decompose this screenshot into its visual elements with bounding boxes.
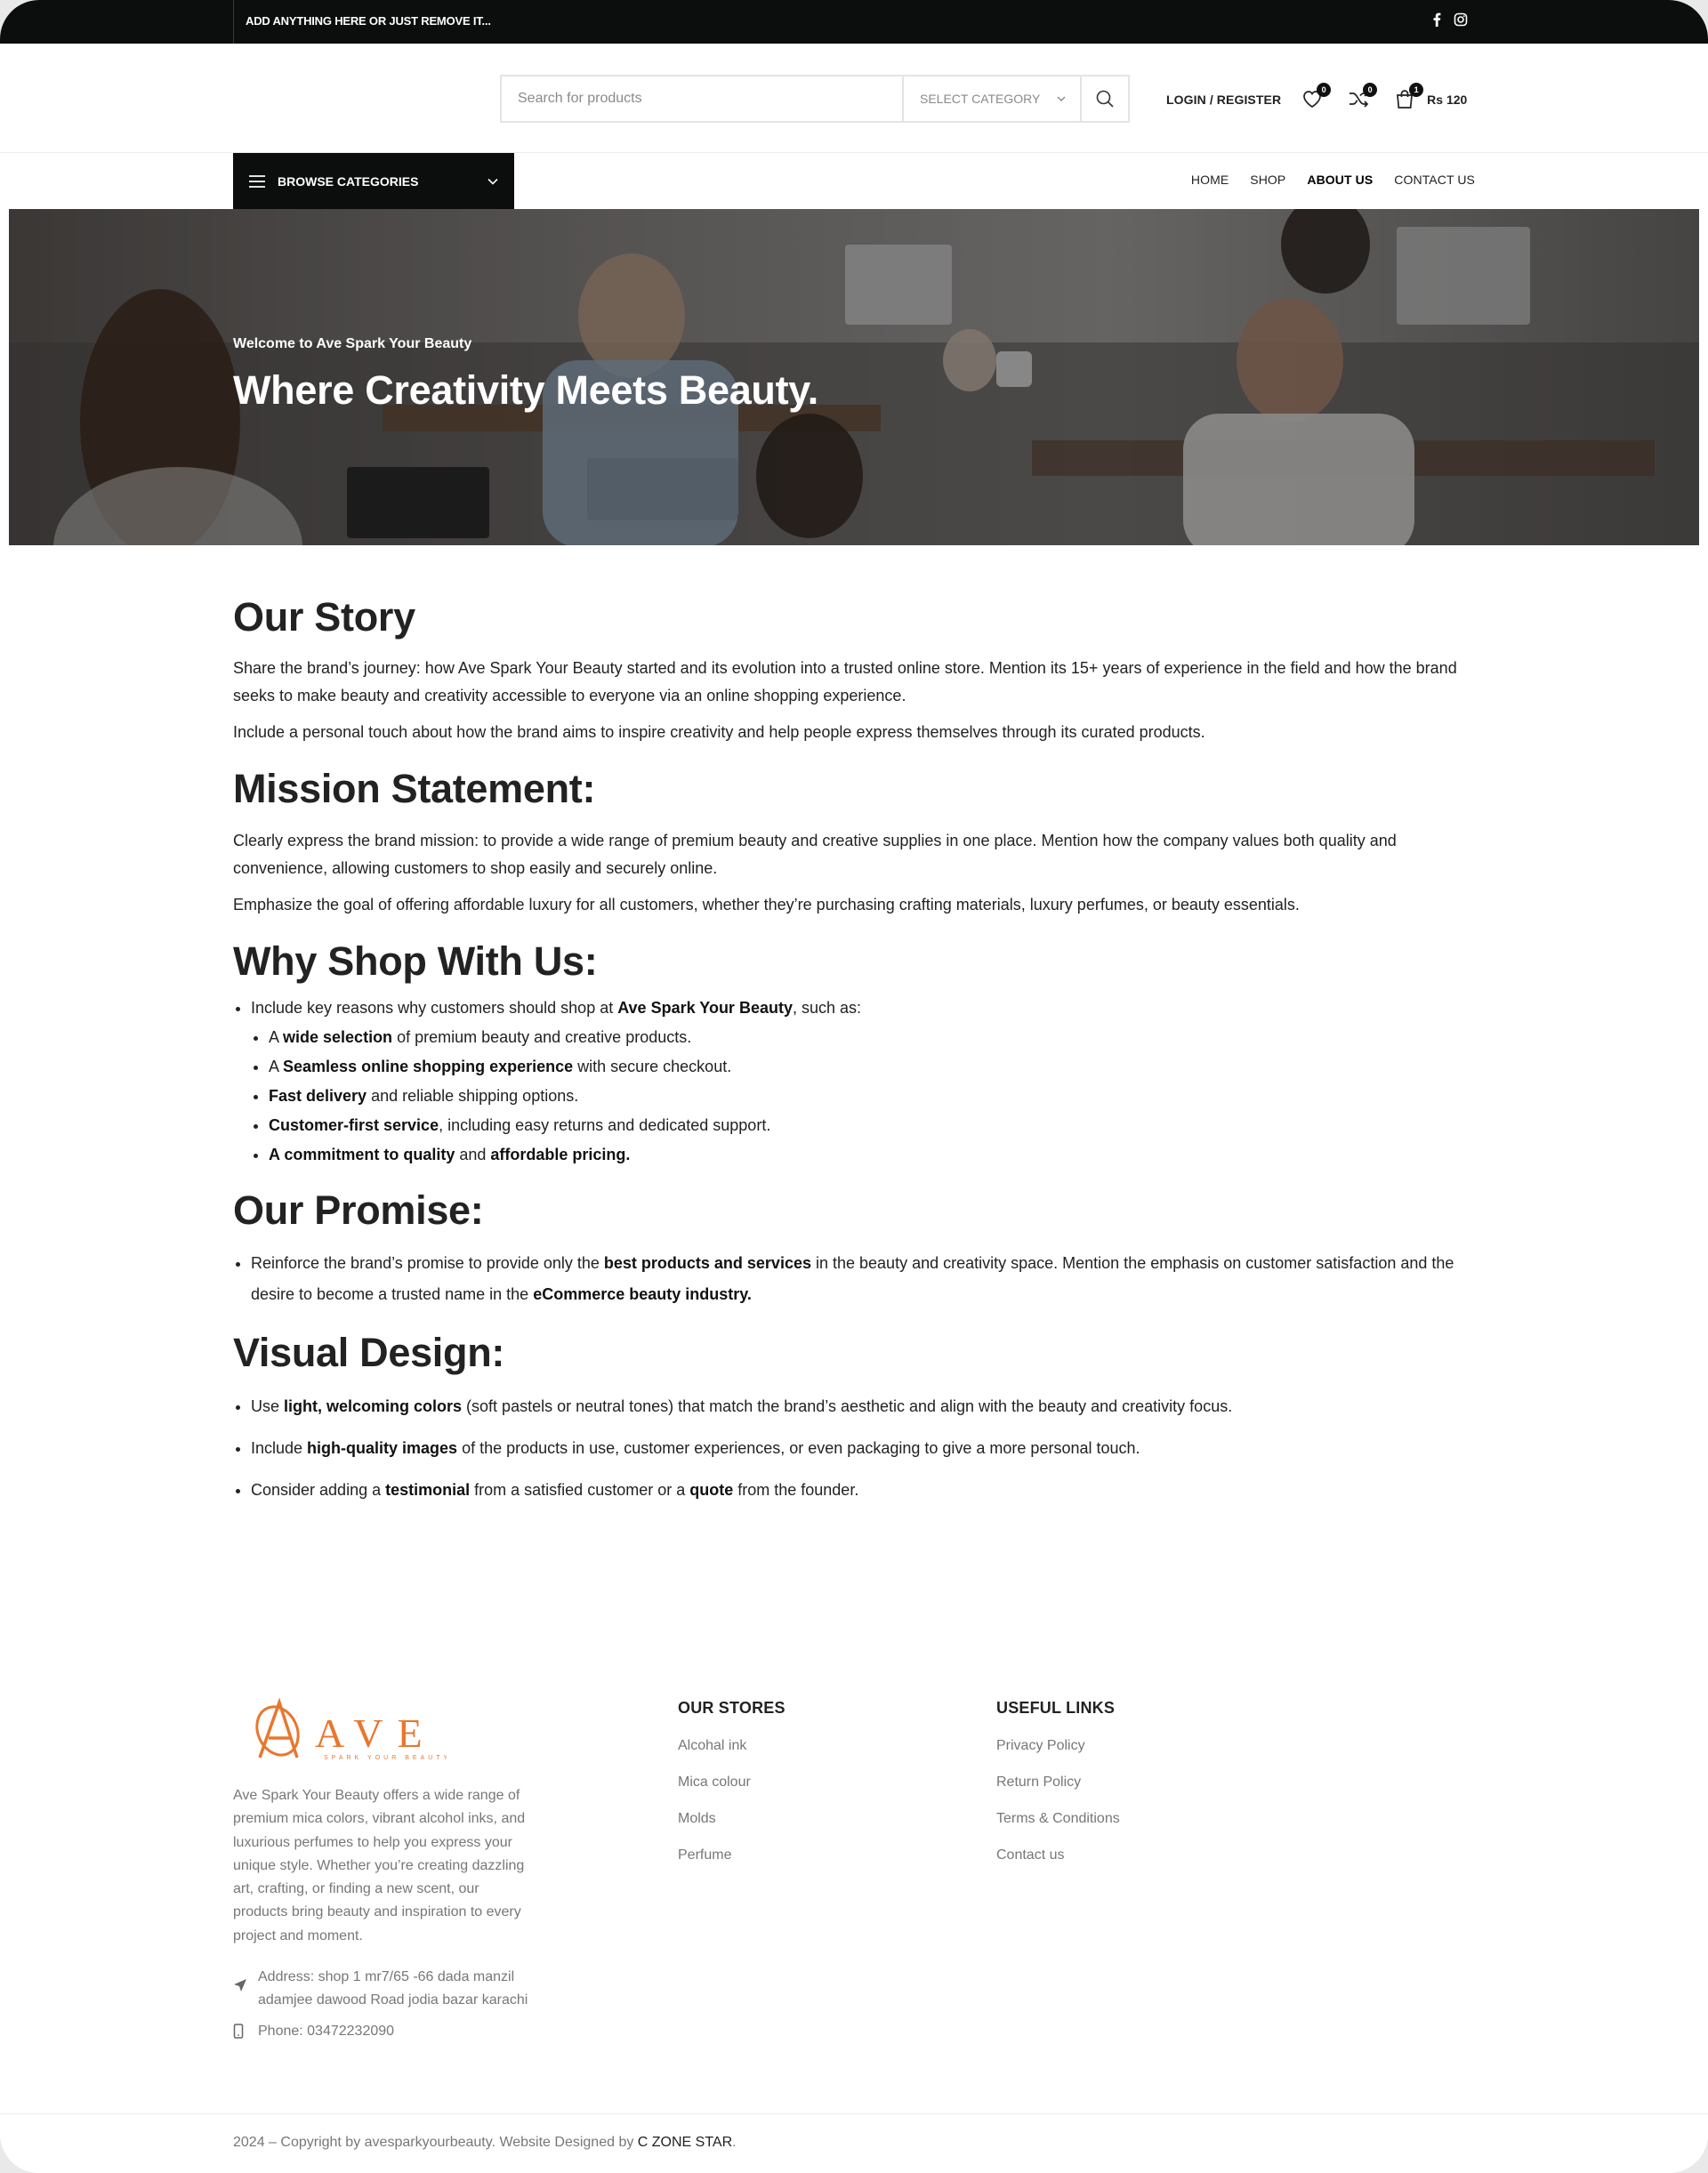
footer-link-alcohal-ink[interactable]: Alcohal ink xyxy=(678,1738,747,1753)
list-item: • Customer-first service, including easy returns and dedicated support. xyxy=(269,1111,1475,1140)
our-stores-heading: OUR STORES xyxy=(678,1699,786,1717)
why-shop-sublist xyxy=(251,1023,1475,1170)
header-actions xyxy=(1166,86,1467,113)
footer-link-terms-conditions[interactable]: Terms & Conditions xyxy=(996,1811,1120,1826)
category-select[interactable] xyxy=(902,76,1080,121)
list-item: • Fast delivery and reliable shipping options. xyxy=(269,1082,1475,1111)
search-icon xyxy=(1095,89,1115,109)
our-promise-heading: Our Promise: xyxy=(233,1187,484,1233)
list-item: • A commitment to quality and affordable pricing. xyxy=(269,1140,1475,1170)
mission-paragraph-2: Emphasize the goal of offering affordable luxury for all customers, whether they’re purchasing crafting materials, luxury perfumes, or beauty essentials. xyxy=(233,895,1300,913)
list-item: • Reinforce the brand’s promise to provide only the best products and services in the beauty and creativity space. Mention the emphasis on customer satisfaction and the desire to become a trusted name in the eCommerce beauty industry. xyxy=(251,1248,1475,1310)
instagram-icon[interactable] xyxy=(1454,12,1466,28)
hero-kicker: Welcome to Ave Spark Your Beauty xyxy=(233,336,472,351)
footer-phone xyxy=(233,2020,536,2047)
copyright-text: 2024 – Copyright by avesparkyourbeauty. Website Designed by C ZONE STAR. xyxy=(233,2135,737,2150)
wishlist-count-badge: 0 xyxy=(1317,83,1331,97)
footer-link-perfume[interactable]: Perfume xyxy=(678,1847,732,1863)
our-story-heading: Our Story xyxy=(233,594,415,640)
why-shop-heading: Why Shop With Us: xyxy=(233,938,598,984)
cart-button[interactable] xyxy=(1393,87,1418,112)
useful-links-column xyxy=(996,1699,1120,1883)
hamburger-menu-icon xyxy=(249,175,265,188)
browse-categories-label: BROWSE CATEGORIES xyxy=(278,173,419,189)
designer-link[interactable]: C ZONE STAR xyxy=(637,2135,733,2150)
visual-design-heading: Visual Design: xyxy=(233,1330,505,1375)
list-item: • A Seamless online shopping experience with secure checkout. xyxy=(269,1052,1475,1082)
search-form xyxy=(500,75,1130,123)
social-links xyxy=(1430,12,1466,28)
hero-title: Where Creativity Meets Beauty. xyxy=(233,367,818,413)
nav-item-contact-us[interactable]: CONTACT US xyxy=(1394,173,1475,187)
our-story-paragraph-1: Share the brand’s journey: how Ave Spark Your Beauty started and its evolution into a trusted online store. Mention its 15+ years of experience in the field and how the brand seeks to make beauty and creativity accessible to everyone via an online shopping experience. xyxy=(233,659,1457,705)
footer-description: Ave Spark Your Beauty offers a wide range of premium mica colors, vibrant alcohol inks, and luxurious perfumes to help you express your unique style. Whether you’re creating dazzling art, crafting, or finding a new scent, our products bring beauty and inspiration to every project and moment. xyxy=(233,1788,526,1944)
chevron-down-icon xyxy=(1057,95,1066,102)
visual-design-list xyxy=(233,1392,1475,1505)
mission-paragraph-1: Clearly express the brand mission: to provide a wide range of premium beauty and creative supplies in one place. Mention how the company values both quality and convenience, allowing customers to shop easily and securely online. xyxy=(233,831,1397,877)
list-item: • Include high-quality images of the products in use, customer experiences, or even packaging to give a more personal touch. xyxy=(251,1434,1475,1463)
topbar-divider xyxy=(233,0,234,44)
footer-logo[interactable] xyxy=(251,1695,447,1767)
wishlist-button[interactable] xyxy=(1301,87,1325,112)
site-header xyxy=(0,44,1708,153)
list-item: • Use light, welcoming colors (soft pastels or neutral tones) that match the brand’s aesthetic and align with the beauty and creativity focus. xyxy=(251,1392,1475,1421)
footer-address xyxy=(233,1966,536,2012)
footer-link-mica-colour[interactable]: Mica colour xyxy=(678,1775,751,1790)
footer-contact xyxy=(233,1966,536,2047)
cart-count-badge: 1 xyxy=(1409,83,1423,97)
facebook-icon[interactable] xyxy=(1430,12,1443,28)
nav-item-home[interactable]: HOME xyxy=(1190,173,1229,187)
our-story-paragraph-2: Include a personal touch about how the brand aims to inspire creativity and help people express themselves through its curated products. xyxy=(233,723,1205,742)
chevron-down-icon xyxy=(487,178,498,185)
nav-item-shop[interactable]: SHOP xyxy=(1250,173,1286,187)
top-bar xyxy=(0,0,1708,44)
useful-links-heading: USEFUL LINKS xyxy=(996,1699,1116,1717)
our-promise-list xyxy=(233,1248,1475,1310)
our-stores-column xyxy=(678,1699,786,1883)
login-register-link[interactable]: LOGIN / REGISTER xyxy=(1166,93,1282,107)
footer-link-molds[interactable]: Molds xyxy=(678,1811,716,1826)
location-arrow-icon xyxy=(233,1978,247,1992)
mobile-phone-icon xyxy=(233,2024,244,2039)
cart-total[interactable]: Rs 120 xyxy=(1427,93,1468,107)
compare-button[interactable] xyxy=(1347,87,1372,112)
main-navigation xyxy=(0,153,1708,209)
browse-categories-button[interactable] xyxy=(233,153,514,209)
footer-address-text: Address: shop 1 mr7/65 -66 dada manzil adamjee dawood Road jodia bazar karachi xyxy=(258,1969,528,2008)
hero-banner xyxy=(9,209,1699,545)
footer-link-privacy-policy[interactable]: Privacy Policy xyxy=(996,1738,1085,1753)
logo-wordmark: AVE xyxy=(315,1710,437,1756)
list-item: • Include key reasons why customers should shop at Ave Spark Your Beauty, such as: • A wide selection of premium beauty and creative products. • A Seamless online shopping experience with secure checkout. • Fast delivery and reliable shipping options. • Customer-first service, including easy returns and dedicated support. • A commitment to quality and affordable pricing. xyxy=(251,994,1475,1170)
footer-phone-text[interactable]: Phone: 03472232090 xyxy=(258,2024,395,2039)
list-item: • A wide selection of premium beauty and creative products. xyxy=(269,1023,1475,1052)
footer-divider xyxy=(0,2113,1708,2114)
footer-link-return-policy[interactable]: Return Policy xyxy=(996,1775,1082,1790)
list-item: • Consider adding a testimonial from a satisfied customer or a quote from the founder. xyxy=(251,1476,1475,1505)
mission-statement-heading: Mission Statement: xyxy=(233,766,596,812)
logo-tagline: SPARK YOUR BEAUTY xyxy=(324,1755,447,1761)
announcement-text: ADD ANYTHING HERE OR JUST REMOVE IT... xyxy=(246,14,491,28)
why-shop-list xyxy=(233,994,1475,1170)
about-content xyxy=(233,592,1475,1505)
nav-menu xyxy=(1191,173,1475,187)
footer-link-contact-us[interactable]: Contact us xyxy=(996,1847,1065,1863)
compare-count-badge: 0 xyxy=(1363,83,1377,97)
category-select-label: SELECT CATEGORY xyxy=(920,92,1041,106)
search-input[interactable] xyxy=(502,76,902,121)
nav-item-about-us[interactable]: ABOUT US xyxy=(1307,173,1374,187)
search-button[interactable] xyxy=(1080,76,1128,121)
